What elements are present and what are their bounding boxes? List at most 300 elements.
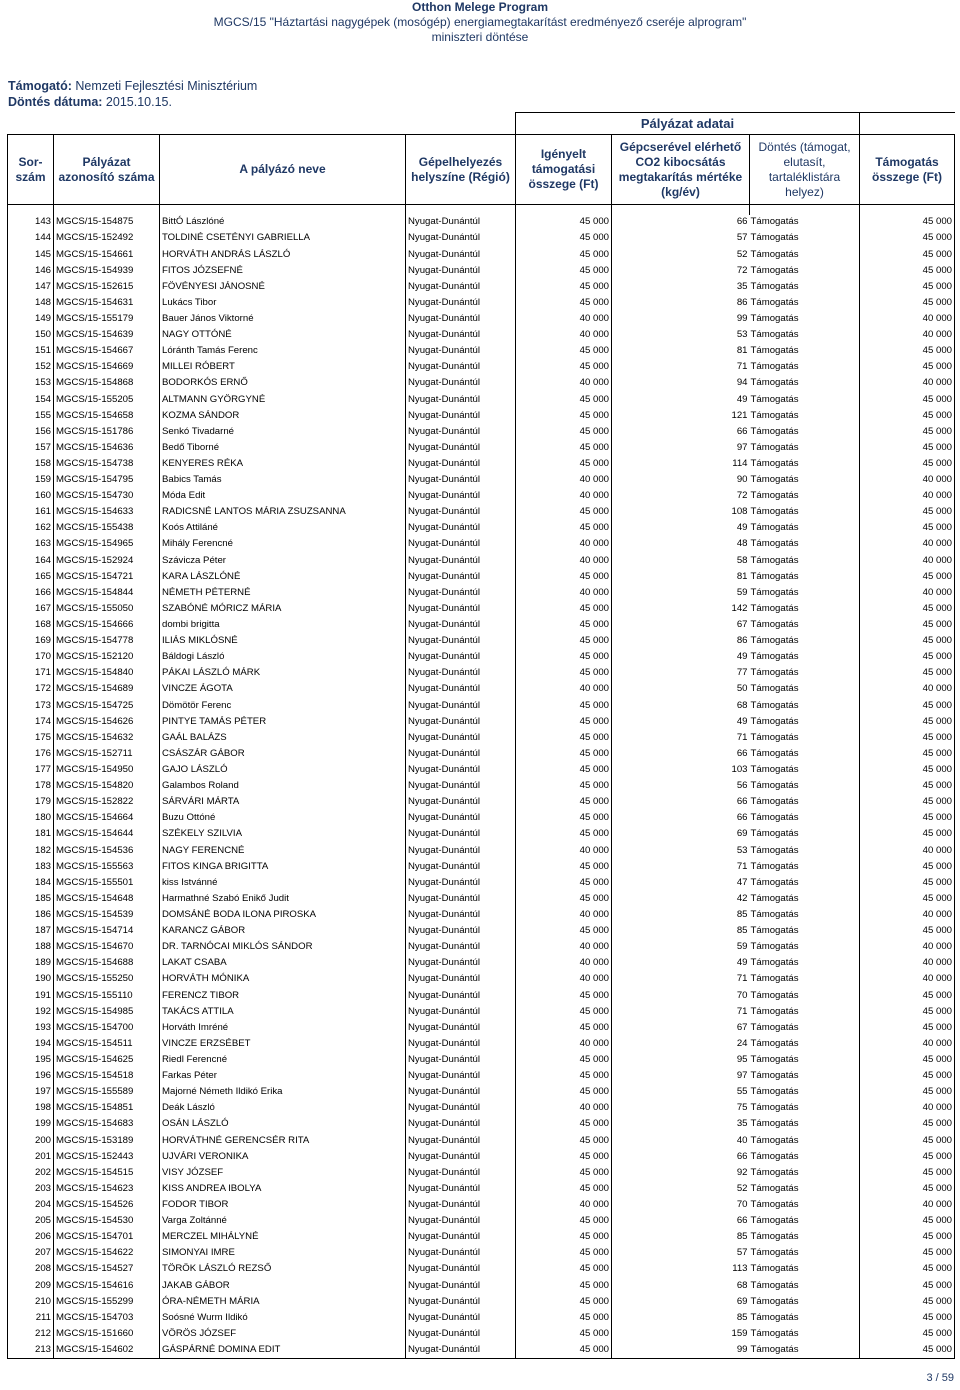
co2-saving: 114 bbox=[612, 456, 750, 472]
decision: Támogatás bbox=[750, 988, 860, 1004]
co2-saving: 56 bbox=[612, 778, 750, 794]
requested-amount: 45 000 bbox=[516, 714, 612, 730]
application-id: MGCS/15-152615 bbox=[54, 279, 160, 295]
row-number: 159 bbox=[8, 472, 54, 488]
granted-amount: 45 000 bbox=[860, 1133, 955, 1149]
application-id: MGCS/15-154639 bbox=[54, 327, 160, 343]
col-header-no: Sor-szám bbox=[8, 135, 54, 205]
region: Nyugat-Dunántúl bbox=[406, 762, 516, 778]
granted-amount: 45 000 bbox=[860, 263, 955, 279]
decision: Támogatás bbox=[750, 714, 860, 730]
region: Nyugat-Dunántúl bbox=[406, 617, 516, 633]
applicant-name: FÖVÉNYESI JÁNOSNÉ bbox=[160, 279, 406, 295]
row-number: 187 bbox=[8, 923, 54, 939]
row-number: 156 bbox=[8, 424, 54, 440]
co2-saving: 103 bbox=[612, 762, 750, 778]
application-id: MGCS/15-154539 bbox=[54, 907, 160, 923]
granted-amount: 45 000 bbox=[860, 215, 955, 231]
table-row bbox=[8, 794, 955, 810]
requested-amount: 45 000 bbox=[516, 392, 612, 408]
requested-amount: 45 000 bbox=[516, 988, 612, 1004]
applicant-name: Szávicza Péter bbox=[160, 553, 406, 569]
co2-saving: 97 bbox=[612, 1068, 750, 1084]
region: Nyugat-Dunántúl bbox=[406, 939, 516, 955]
decision: Támogatás bbox=[750, 295, 860, 311]
application-id: MGCS/15-152492 bbox=[54, 231, 160, 247]
application-id: MGCS/15-152924 bbox=[54, 553, 160, 569]
region: Nyugat-Dunántúl bbox=[406, 1229, 516, 1245]
date-value: 2015.10.15. bbox=[102, 95, 172, 109]
co2-saving: 113 bbox=[612, 1262, 750, 1278]
applicant-name: Dömötör Ferenc bbox=[160, 698, 406, 714]
granted-amount: 40 000 bbox=[860, 939, 955, 955]
decision: Támogatás bbox=[750, 376, 860, 392]
table-row bbox=[8, 1326, 955, 1342]
application-id: MGCS/15-155179 bbox=[54, 311, 160, 327]
table-row bbox=[8, 1052, 955, 1068]
region: Nyugat-Dunántúl bbox=[406, 666, 516, 682]
decision: Támogatás bbox=[750, 666, 860, 682]
applicant-name: Deák László bbox=[160, 1101, 406, 1117]
row-number: 179 bbox=[8, 794, 54, 810]
application-id: MGCS/15-154778 bbox=[54, 633, 160, 649]
co2-saving: 66 bbox=[612, 215, 750, 231]
row-number: 172 bbox=[8, 682, 54, 698]
requested-amount: 45 000 bbox=[516, 827, 612, 843]
applicant-name: FODOR TIBOR bbox=[160, 1197, 406, 1213]
table-row bbox=[8, 1165, 955, 1181]
granted-amount: 45 000 bbox=[860, 424, 955, 440]
granted-amount: 45 000 bbox=[860, 794, 955, 810]
row-number: 200 bbox=[8, 1133, 54, 1149]
table-row bbox=[8, 1101, 955, 1117]
decision: Támogatás bbox=[750, 440, 860, 456]
co2-saving: 53 bbox=[612, 327, 750, 343]
row-number: 183 bbox=[8, 859, 54, 875]
applicant-name: TÖRÖK LÁSZLÓ REZSŐ bbox=[160, 1262, 406, 1278]
requested-amount: 45 000 bbox=[516, 601, 612, 617]
table-row bbox=[8, 1197, 955, 1213]
region: Nyugat-Dunántúl bbox=[406, 359, 516, 375]
applicant-name: PÁKAI LÁSZLÓ MÁRK bbox=[160, 666, 406, 682]
table-row bbox=[8, 939, 955, 955]
table-spacer bbox=[8, 205, 955, 215]
co2-saving: 85 bbox=[612, 1229, 750, 1245]
applicant-name: Buzu Ottóné bbox=[160, 811, 406, 827]
co2-saving: 71 bbox=[612, 859, 750, 875]
region: Nyugat-Dunántúl bbox=[406, 1068, 516, 1084]
table-row bbox=[8, 843, 955, 859]
table-row bbox=[8, 682, 955, 698]
applicant-name: GAÁL BALÁZS bbox=[160, 730, 406, 746]
granted-amount: 45 000 bbox=[860, 1229, 955, 1245]
table-row bbox=[8, 231, 955, 247]
region: Nyugat-Dunántúl bbox=[406, 392, 516, 408]
application-id: MGCS/15-155501 bbox=[54, 875, 160, 891]
requested-amount: 45 000 bbox=[516, 1294, 612, 1310]
table-row bbox=[8, 601, 955, 617]
row-number: 212 bbox=[8, 1326, 54, 1342]
decision: Támogatás bbox=[750, 891, 860, 907]
application-id: MGCS/15-154511 bbox=[54, 1036, 160, 1052]
requested-amount: 45 000 bbox=[516, 1278, 612, 1294]
region: Nyugat-Dunántúl bbox=[406, 440, 516, 456]
application-id: MGCS/15-154950 bbox=[54, 762, 160, 778]
requested-amount: 45 000 bbox=[516, 1181, 612, 1197]
table-row bbox=[8, 811, 955, 827]
applicant-name: KOZMA SÁNDOR bbox=[160, 408, 406, 424]
granted-amount: 45 000 bbox=[860, 1213, 955, 1229]
decision: Támogatás bbox=[750, 569, 860, 585]
granted-amount: 45 000 bbox=[860, 1278, 955, 1294]
applicant-name: DR. TARNÓCAI MIKLÓS SÁNDOR bbox=[160, 939, 406, 955]
table-row bbox=[8, 488, 955, 504]
decision: Támogatás bbox=[750, 827, 860, 843]
application-id: MGCS/15-154795 bbox=[54, 472, 160, 488]
co2-saving: 71 bbox=[612, 972, 750, 988]
decision: Támogatás bbox=[750, 811, 860, 827]
decision: Támogatás bbox=[750, 1294, 860, 1310]
requested-amount: 40 000 bbox=[516, 537, 612, 553]
co2-saving: 85 bbox=[612, 1310, 750, 1326]
region: Nyugat-Dunántúl bbox=[406, 231, 516, 247]
requested-amount: 45 000 bbox=[516, 1149, 612, 1165]
application-id: MGCS/15-154518 bbox=[54, 1068, 160, 1084]
decision: Támogatás bbox=[750, 1342, 860, 1358]
region: Nyugat-Dunántúl bbox=[406, 488, 516, 504]
granted-amount: 45 000 bbox=[860, 569, 955, 585]
application-id: MGCS/15-154730 bbox=[54, 488, 160, 504]
decision: Támogatás bbox=[750, 327, 860, 343]
row-number: 163 bbox=[8, 537, 54, 553]
table-row bbox=[8, 1342, 955, 1358]
application-id: MGCS/15-154515 bbox=[54, 1165, 160, 1181]
region: Nyugat-Dunántúl bbox=[406, 1197, 516, 1213]
applicant-name: FITOS JÓZSEFNÉ bbox=[160, 263, 406, 279]
requested-amount: 45 000 bbox=[516, 521, 612, 537]
granted-amount: 45 000 bbox=[860, 1262, 955, 1278]
decision: Támogatás bbox=[750, 343, 860, 359]
co2-saving: 66 bbox=[612, 811, 750, 827]
date-label: Döntés dátuma: bbox=[8, 95, 103, 109]
applicant-name: SÁRVÁRI MÁRTA bbox=[160, 794, 406, 810]
row-number: 195 bbox=[8, 1052, 54, 1068]
region: Nyugat-Dunántúl bbox=[406, 295, 516, 311]
table-row bbox=[8, 585, 955, 601]
co2-saving: 49 bbox=[612, 649, 750, 665]
region: Nyugat-Dunántúl bbox=[406, 1149, 516, 1165]
granted-amount: 40 000 bbox=[860, 907, 955, 923]
granted-amount: 45 000 bbox=[860, 231, 955, 247]
table-row bbox=[8, 553, 955, 569]
granted-amount: 40 000 bbox=[860, 956, 955, 972]
table-row bbox=[8, 1278, 955, 1294]
requested-amount: 45 000 bbox=[516, 1020, 612, 1036]
region: Nyugat-Dunántúl bbox=[406, 327, 516, 343]
decision: Támogatás bbox=[750, 907, 860, 923]
co2-saving: 85 bbox=[612, 907, 750, 923]
granted-amount: 45 000 bbox=[860, 408, 955, 424]
requested-amount: 45 000 bbox=[516, 746, 612, 762]
requested-amount: 40 000 bbox=[516, 311, 612, 327]
applicant-name: NAGY OTTÓNÉ bbox=[160, 327, 406, 343]
requested-amount: 45 000 bbox=[516, 231, 612, 247]
application-id: MGCS/15-151786 bbox=[54, 424, 160, 440]
table-row bbox=[8, 617, 955, 633]
row-number: 210 bbox=[8, 1294, 54, 1310]
region: Nyugat-Dunántúl bbox=[406, 376, 516, 392]
row-number: 196 bbox=[8, 1068, 54, 1084]
decision: Támogatás bbox=[750, 617, 860, 633]
region: Nyugat-Dunántúl bbox=[406, 649, 516, 665]
decision: Támogatás bbox=[750, 1068, 860, 1084]
requested-amount: 45 000 bbox=[516, 811, 612, 827]
requested-amount: 45 000 bbox=[516, 263, 612, 279]
granted-amount: 40 000 bbox=[860, 1036, 955, 1052]
applicant-name: ALTMANN GYÖRGYNÉ bbox=[160, 392, 406, 408]
requested-amount: 45 000 bbox=[516, 1133, 612, 1149]
col-header-region: Gépelhelyezés helyszíne (Régió) bbox=[406, 135, 516, 205]
application-id: MGCS/15-154664 bbox=[54, 811, 160, 827]
decision: Támogatás bbox=[750, 247, 860, 263]
granted-amount: 40 000 bbox=[860, 682, 955, 698]
document-meta bbox=[8, 78, 257, 110]
table-row bbox=[8, 359, 955, 375]
co2-saving: 69 bbox=[612, 827, 750, 843]
requested-amount: 45 000 bbox=[516, 456, 612, 472]
application-id: MGCS/15-154602 bbox=[54, 1342, 160, 1358]
decision: Támogatás bbox=[750, 1165, 860, 1181]
region: Nyugat-Dunántúl bbox=[406, 714, 516, 730]
granted-amount: 45 000 bbox=[860, 1181, 955, 1197]
requested-amount: 45 000 bbox=[516, 1326, 612, 1342]
granted-amount: 45 000 bbox=[860, 1246, 955, 1262]
row-number: 158 bbox=[8, 456, 54, 472]
region: Nyugat-Dunántúl bbox=[406, 1084, 516, 1100]
applicant-name: Bauer János Viktorné bbox=[160, 311, 406, 327]
granted-amount: 45 000 bbox=[860, 714, 955, 730]
table-row bbox=[8, 440, 955, 456]
co2-saving: 77 bbox=[612, 666, 750, 682]
co2-saving: 72 bbox=[612, 488, 750, 504]
application-id: MGCS/15-154661 bbox=[54, 247, 160, 263]
granted-amount: 45 000 bbox=[860, 762, 955, 778]
decision: Támogatás bbox=[750, 456, 860, 472]
requested-amount: 45 000 bbox=[516, 279, 612, 295]
application-id: MGCS/15-154844 bbox=[54, 585, 160, 601]
application-id: MGCS/15-154965 bbox=[54, 537, 160, 553]
row-number: 151 bbox=[8, 343, 54, 359]
row-number: 162 bbox=[8, 521, 54, 537]
decision: Támogatás bbox=[750, 1197, 860, 1213]
region: Nyugat-Dunántúl bbox=[406, 311, 516, 327]
co2-saving: 71 bbox=[612, 359, 750, 375]
row-number: 173 bbox=[8, 698, 54, 714]
applicant-name: OSÁN LÁSZLÓ bbox=[160, 1117, 406, 1133]
requested-amount: 45 000 bbox=[516, 504, 612, 520]
co2-saving: 50 bbox=[612, 682, 750, 698]
application-id: MGCS/15-154738 bbox=[54, 456, 160, 472]
co2-saving: 55 bbox=[612, 1084, 750, 1100]
table-row bbox=[8, 1262, 955, 1278]
region: Nyugat-Dunántúl bbox=[406, 1262, 516, 1278]
granted-amount: 45 000 bbox=[860, 891, 955, 907]
requested-amount: 45 000 bbox=[516, 1262, 612, 1278]
region: Nyugat-Dunántúl bbox=[406, 843, 516, 859]
decision: Támogatás bbox=[750, 263, 860, 279]
decision: Támogatás bbox=[750, 279, 860, 295]
row-number: 161 bbox=[8, 504, 54, 520]
application-id: MGCS/15-154648 bbox=[54, 891, 160, 907]
application-id: MGCS/15-155438 bbox=[54, 521, 160, 537]
decision: Támogatás bbox=[750, 1133, 860, 1149]
co2-saving: 99 bbox=[612, 1342, 750, 1358]
application-id: MGCS/15-154526 bbox=[54, 1197, 160, 1213]
granted-amount: 45 000 bbox=[860, 923, 955, 939]
applicant-name: TOLDINÉ CSETÉNYI GABRIELLA bbox=[160, 231, 406, 247]
application-id: MGCS/15-154721 bbox=[54, 569, 160, 585]
table-row bbox=[8, 1036, 955, 1052]
requested-amount: 45 000 bbox=[516, 408, 612, 424]
row-number: 208 bbox=[8, 1262, 54, 1278]
table-row bbox=[8, 1133, 955, 1149]
row-number: 207 bbox=[8, 1246, 54, 1262]
co2-saving: 97 bbox=[612, 440, 750, 456]
requested-amount: 45 000 bbox=[516, 1068, 612, 1084]
col-header-name: A pályázó neve bbox=[160, 135, 406, 205]
region: Nyugat-Dunántúl bbox=[406, 1036, 516, 1052]
co2-saving: 57 bbox=[612, 231, 750, 247]
granted-amount: 45 000 bbox=[860, 811, 955, 827]
requested-amount: 45 000 bbox=[516, 778, 612, 794]
requested-amount: 40 000 bbox=[516, 682, 612, 698]
table-row bbox=[8, 569, 955, 585]
region: Nyugat-Dunántúl bbox=[406, 1310, 516, 1326]
decision: Támogatás bbox=[750, 311, 860, 327]
decision-title: miniszteri döntése bbox=[431, 30, 529, 44]
applicant-name: GAJO LÁSZLÓ bbox=[160, 762, 406, 778]
row-number: 169 bbox=[8, 633, 54, 649]
table-row bbox=[8, 1004, 955, 1020]
region: Nyugat-Dunántúl bbox=[406, 537, 516, 553]
granted-amount: 40 000 bbox=[860, 585, 955, 601]
sponsor-label: Támogató: bbox=[8, 79, 72, 93]
table-row bbox=[8, 327, 955, 343]
region: Nyugat-Dunántúl bbox=[406, 875, 516, 891]
region: Nyugat-Dunántúl bbox=[406, 1020, 516, 1036]
table-row bbox=[8, 424, 955, 440]
region: Nyugat-Dunántúl bbox=[406, 972, 516, 988]
region: Nyugat-Dunántúl bbox=[406, 923, 516, 939]
application-id: MGCS/15-154636 bbox=[54, 440, 160, 456]
row-number: 145 bbox=[8, 247, 54, 263]
application-id: MGCS/15-154868 bbox=[54, 376, 160, 392]
row-number: 186 bbox=[8, 907, 54, 923]
application-id: MGCS/15-154703 bbox=[54, 1310, 160, 1326]
region: Nyugat-Dunántúl bbox=[406, 1278, 516, 1294]
applicant-name: Babics Tamás bbox=[160, 472, 406, 488]
applicant-name: ILIÁS MIKLÓSNÉ bbox=[160, 633, 406, 649]
granted-amount: 40 000 bbox=[860, 327, 955, 343]
applicant-name: Soósné Wurm Ildikó bbox=[160, 1310, 406, 1326]
row-number: 153 bbox=[8, 376, 54, 392]
row-number: 164 bbox=[8, 553, 54, 569]
table-row bbox=[8, 392, 955, 408]
co2-saving: 68 bbox=[612, 1278, 750, 1294]
application-id: MGCS/15-154683 bbox=[54, 1117, 160, 1133]
requested-amount: 45 000 bbox=[516, 1310, 612, 1326]
applicant-name: HORVÁTH MÓNIKA bbox=[160, 972, 406, 988]
decision: Támogatás bbox=[750, 488, 860, 504]
application-id: MGCS/15-154670 bbox=[54, 939, 160, 955]
requested-amount: 45 000 bbox=[516, 247, 612, 263]
application-id: MGCS/15-154633 bbox=[54, 504, 160, 520]
row-number: 168 bbox=[8, 617, 54, 633]
applicant-name: MILLEI RÓBERT bbox=[160, 359, 406, 375]
granted-amount: 45 000 bbox=[860, 1052, 955, 1068]
table-body bbox=[8, 205, 955, 1359]
granted-amount: 40 000 bbox=[860, 1101, 955, 1117]
granted-amount: 45 000 bbox=[860, 778, 955, 794]
co2-saving: 72 bbox=[612, 263, 750, 279]
requested-amount: 45 000 bbox=[516, 875, 612, 891]
region: Nyugat-Dunántúl bbox=[406, 956, 516, 972]
decision: Támogatás bbox=[750, 794, 860, 810]
decision: Támogatás bbox=[750, 972, 860, 988]
granted-amount: 40 000 bbox=[860, 972, 955, 988]
applicant-name: SZABÓNÉ MÓRICZ MÁRIA bbox=[160, 601, 406, 617]
co2-saving: 49 bbox=[612, 956, 750, 972]
region: Nyugat-Dunántúl bbox=[406, 1165, 516, 1181]
row-number: 180 bbox=[8, 811, 54, 827]
co2-saving: 67 bbox=[612, 1020, 750, 1036]
decision: Támogatás bbox=[750, 1229, 860, 1245]
granted-amount: 45 000 bbox=[860, 343, 955, 359]
application-id: MGCS/15-154644 bbox=[54, 827, 160, 843]
table-row bbox=[8, 521, 955, 537]
application-id: MGCS/15-152822 bbox=[54, 794, 160, 810]
region: Nyugat-Dunántúl bbox=[406, 811, 516, 827]
table-row bbox=[8, 279, 955, 295]
decision: Támogatás bbox=[750, 649, 860, 665]
region: Nyugat-Dunántúl bbox=[406, 1213, 516, 1229]
row-number: 213 bbox=[8, 1342, 54, 1358]
row-number: 152 bbox=[8, 359, 54, 375]
application-id: MGCS/15-154851 bbox=[54, 1101, 160, 1117]
decision: Támogatás bbox=[750, 504, 860, 520]
co2-saving: 70 bbox=[612, 1197, 750, 1213]
granted-amount: 45 000 bbox=[860, 456, 955, 472]
table-row bbox=[8, 1020, 955, 1036]
table-row bbox=[8, 891, 955, 907]
row-number: 184 bbox=[8, 875, 54, 891]
table-row bbox=[8, 1181, 955, 1197]
granted-amount: 45 000 bbox=[860, 1165, 955, 1181]
region: Nyugat-Dunántúl bbox=[406, 553, 516, 569]
applicant-name: Lukács Tibor bbox=[160, 295, 406, 311]
applicant-name: Riedl Ferencné bbox=[160, 1052, 406, 1068]
table-row bbox=[8, 1084, 955, 1100]
table-row bbox=[8, 907, 955, 923]
table-row bbox=[8, 762, 955, 778]
application-id: MGCS/15-151660 bbox=[54, 1326, 160, 1342]
granted-amount: 40 000 bbox=[860, 843, 955, 859]
applicant-name: KARA LÁSZLÓNÉ bbox=[160, 569, 406, 585]
row-number: 166 bbox=[8, 585, 54, 601]
requested-amount: 45 000 bbox=[516, 1117, 612, 1133]
applicant-name: LAKAT CSABA bbox=[160, 956, 406, 972]
table-row bbox=[8, 778, 955, 794]
